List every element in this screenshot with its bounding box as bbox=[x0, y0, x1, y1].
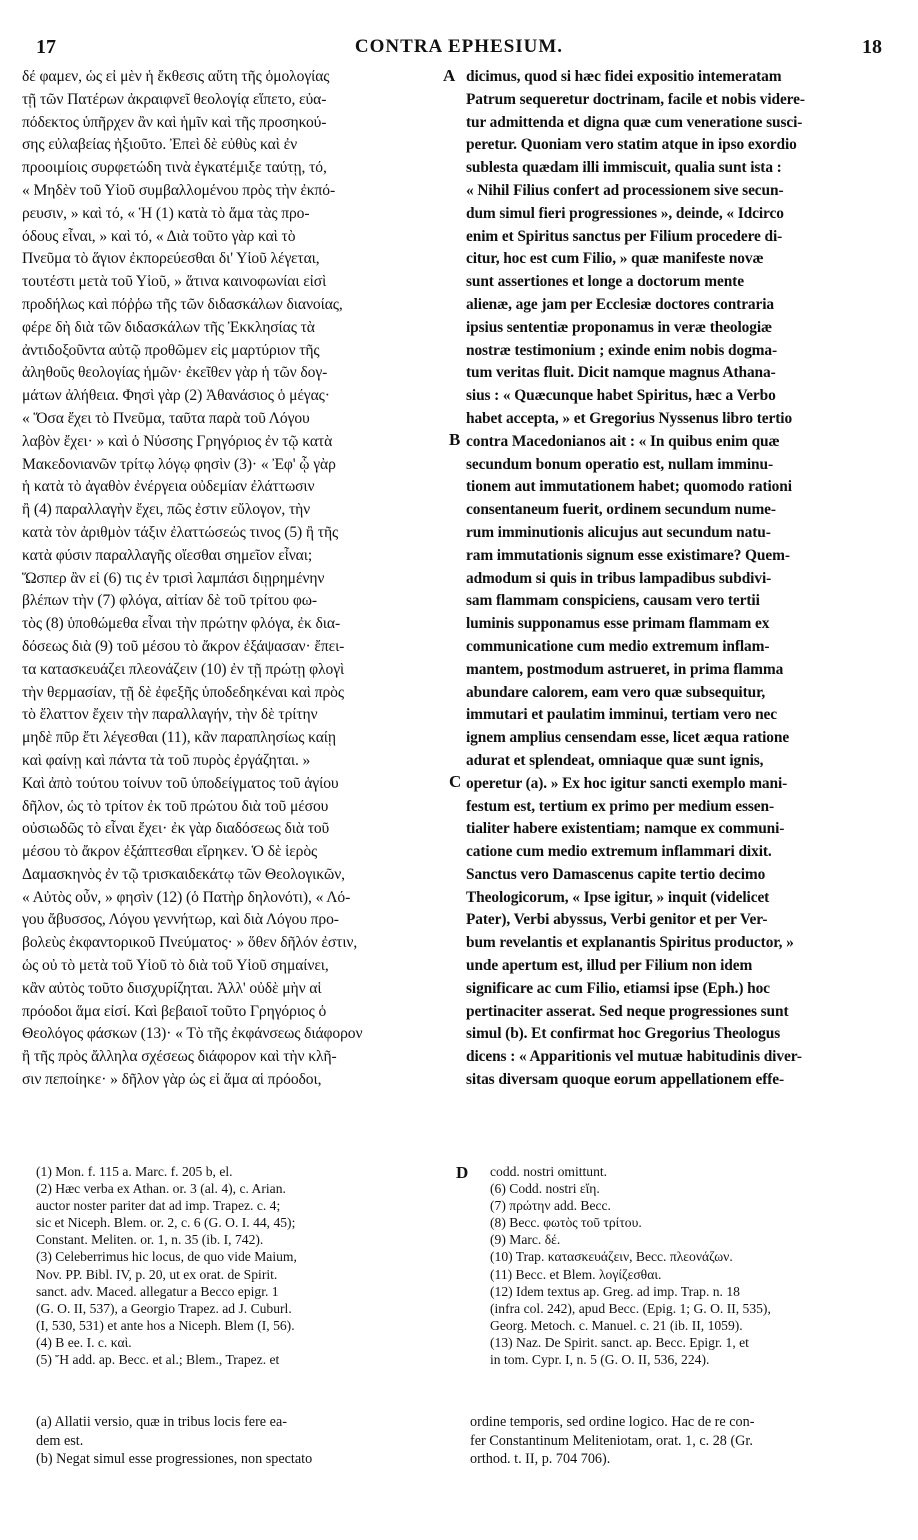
footnote-line: (9) Marc. δέ. bbox=[490, 1232, 561, 1248]
editor-note-line: dem est. bbox=[36, 1432, 84, 1449]
footnote-line: (11) Becc. et Blem. λογίζεσθαι. bbox=[490, 1266, 662, 1282]
greek-text-line: « Ὅσα ἔχει τὸ Πνεῦμα, ταῦτα παρὰ τοῦ Λόγου bbox=[22, 409, 310, 427]
greek-text-line: δόσεως διὰ (9) τοῦ μέσου τὸ ἄκρον ἐξάψασαν· ἔπει- bbox=[22, 637, 345, 655]
latin-text-line: dicimus, quod si hæc fidei expositio intemeratam bbox=[466, 68, 782, 85]
latin-text-line: sitas diversam quoque eorum appellationem effe- bbox=[466, 1071, 785, 1089]
greek-text-line: ἢ (4) παραλλαγὴν ἔχει, πῶς ἐστιν εὔλογον, τὴν bbox=[22, 501, 311, 519]
latin-text-line: dicens : « Apparitionis vel mutuæ habitudinis diver- bbox=[466, 1048, 802, 1066]
greek-text-line: κατὰ τὸν ἀριθμὸν τάξιν ἐλαττώσεώς τινος (5) ἢ τῆς bbox=[22, 523, 339, 541]
greek-text-line: τὸ ἔλαττον ἔχειν τὴν παραλλαγήν, τὴν δὲ τρίτην bbox=[22, 706, 318, 724]
greek-text-line: « Αὐτὸς οὖν, » φησὶν (12) (ὁ Πατὴρ δηλονότι), « Λό- bbox=[22, 888, 351, 906]
latin-text-line: mantem, postmodum astrueret, in prima flamma bbox=[466, 660, 784, 678]
greek-text-line: ρευσιν, » καὶ τό, « Ἡ (1) κατὰ τὸ ἅμα τὰς προ- bbox=[22, 204, 310, 222]
latin-text-line: ignem amplius censendam esse, licet æqua ratione bbox=[466, 729, 790, 747]
latin-text-line: secundum bonum operatio est, nullam imminu- bbox=[466, 455, 773, 473]
footnote-line: (10) Trap. κατασκευάζειν, Becc. πλεονάζων. bbox=[490, 1249, 733, 1265]
latin-text-line: significare ac cum Filio, etiamsi ipse (Eph.) hoc bbox=[466, 979, 770, 997]
greek-text-line: οὐσιωδῶς τὸ εἶναι ἔχει· ἐκ γὰρ διαδόσεως διὰ τοῦ bbox=[22, 820, 330, 838]
latin-text-line: consentaneum fuerit, ordinem secundum nume- bbox=[466, 501, 776, 519]
latin-text-line: festum est, tertium ex primo per medium essen- bbox=[466, 797, 774, 815]
editor-note-line: (b) Negat simul esse progressiones, non spectato bbox=[36, 1451, 313, 1467]
latin-text-line: abundare calorem, eam vero quæ subsequitur, bbox=[466, 683, 766, 701]
greek-text-line: τὴν θερμασίαν, τῇ δὲ ἐφεξῆς ὑποδεδηκέναι καὶ πρὸς bbox=[22, 683, 344, 701]
latin-text-line: alienæ, age jam per Ecclesiæ doctores contraria bbox=[466, 295, 775, 313]
footnote-line: in tom. Cypr. I, n. 5 (G. O. II, 536, 224). bbox=[490, 1352, 710, 1368]
latin-text-line: operetur (a). » Ex hoc igitur sancti exemplo mani- bbox=[466, 774, 788, 792]
greek-text-line: « Μηδὲν τοῦ Υἱοῦ συμβαλλομένου πρὸς τὴν ἐκπό- bbox=[22, 181, 336, 199]
latin-text-line: dum simul fieri progressiones », deinde, « Idcirco bbox=[466, 204, 784, 222]
greek-text-line: όδους εἶναι, » καὶ τό, « Διὰ τοῦτο γὰρ καὶ τὸ bbox=[22, 227, 296, 245]
greek-text-line: μέσου τὸ ἄκρον ἐξάπτεσθαι εἴρηκεν. Ὁ δὲ ἱερὸς bbox=[22, 843, 318, 861]
latin-text-line: tialiter habere existentiam; namque ex communi- bbox=[466, 820, 785, 838]
greek-text-line: Καὶ ἀπὸ τούτου τοίνυν τοῦ ὑποδείγματος τοῦ ἁγίου bbox=[22, 774, 339, 792]
latin-text-line: « Nihil Filius confert ad processionem sive secun- bbox=[466, 181, 784, 199]
footnote-line: codd. nostri omittunt. bbox=[490, 1164, 608, 1179]
footnote-line: (8) Becc. φωτὸς τοῦ τρίτου. bbox=[490, 1215, 642, 1231]
latin-text-line: simul (b). Et confirmat hoc Gregorius Theologus bbox=[466, 1025, 781, 1043]
greek-text-line: λαβὸν ἔχει· » καὶ ὁ Νύσσης Γρηγόριος ἐν τῷ κατὰ bbox=[22, 432, 333, 450]
latin-text-line: tum veritas fluit. Dicit namque magnus Athana- bbox=[466, 364, 776, 382]
latin-text-line: adurat et splendeat, omniaque quæ sunt ignis, bbox=[466, 751, 764, 769]
greek-text-line: μάτων ἀλήθεια. Φησὶ γὰρ (2) Ἀθανάσιος ὁ μέγας· bbox=[22, 387, 330, 405]
latin-text-column bbox=[466, 66, 886, 1092]
page-number-right: 18 bbox=[862, 36, 882, 58]
greek-text-line: βολεὺς ἐκφαντορικοῦ Πνεύματος· » ὅθεν δῆλόν ἐστιν, bbox=[22, 934, 358, 952]
latin-text-line: nostræ testimonium ; exinde enim nobis dogma- bbox=[466, 341, 778, 359]
greek-text-line: πόδεκτος ὑπῆρχεν ἂν καὶ ἡμῖν καὶ τῆς προσηκού- bbox=[22, 113, 327, 131]
footnote-line: (7) πρώτην add. Becc. bbox=[490, 1198, 611, 1214]
latin-text-line: Sanctus vero Damascenus capite tertio decimo bbox=[466, 865, 766, 883]
latin-text-line: luminis supponamus esse primam flammam ex bbox=[466, 615, 770, 633]
latin-text-line: immutari et paulatim imminui, tertiam vero nec bbox=[466, 706, 777, 724]
greek-text-line: Δαμασκηνὸς ἐν τῷ τρισκαιδεκάτῳ τῶν Θεολογικῶν, bbox=[22, 865, 345, 883]
greek-text-line: ἀληθοῦς θεολογίας ἡμῶν· ἐκεῖθεν γὰρ ἡ τῶν δογ- bbox=[22, 364, 328, 382]
latin-text-line: sam flammam conspiciens, causam vero tertii bbox=[466, 592, 760, 610]
greek-text-column bbox=[22, 66, 452, 1092]
section-marker-b: B bbox=[449, 430, 461, 449]
greek-text-line: τῇ τῶν Πατέρων ἀκραιφνεῖ θεολογίᾳ εἵπετο, εὐα- bbox=[22, 90, 327, 108]
latin-text-line: enim et Spiritus sanctus per Filium procedere di- bbox=[466, 227, 783, 245]
latin-text-line: ipsius sententiæ proponamus in veræ theologiæ bbox=[466, 318, 773, 336]
footnote-line: (4) B ee. I. c. καὶ. bbox=[36, 1334, 132, 1350]
footnote-line: (2) Hæc verba ex Athan. or. 3 (al. 4), c. Arian. bbox=[36, 1181, 286, 1197]
latin-text-line: rum imminutionis alicujus aut secundum natu- bbox=[466, 523, 771, 541]
greek-text-line: κατὰ φύσιν παραλλαγῆς οἴεσθαι σημεῖον εἶναι; bbox=[22, 546, 313, 564]
greek-text-line: Ὥσπερ ἂν εἰ (6) τις ἐν τρισὶ λαμπάσι διῃρημένην bbox=[22, 569, 325, 587]
latin-text-line: sublesta quædam illi immiscuit, qualia sunt ista : bbox=[466, 159, 782, 177]
footnote-line: (infra col. 242), apud Becc. (Epig. 1; G. O. II, 535), bbox=[490, 1300, 771, 1316]
footnote-line: (12) Idem textus ap. Greg. ad imp. Trap. n. 18 bbox=[490, 1283, 740, 1299]
latin-text-line: contra Macedonianos ait : « In quibus enim quæ bbox=[466, 432, 780, 450]
editor-note-line: (a) Allatii versio, quæ in tribus locis fere ea- bbox=[36, 1414, 287, 1430]
greek-text-line: προοιμίοις συρφετώδη τινὰ ἐγκατέμιξε ταύτῃ, τό, bbox=[22, 159, 327, 177]
editor-notes-right bbox=[470, 1413, 890, 1469]
page-number-left: 17 bbox=[36, 36, 56, 58]
footnote-line: auctor noster pariter dat ad imp. Trapez. c. 4; bbox=[36, 1198, 281, 1214]
footnote-line: (I, 530, 531) et ante hos a Niceph. Blem (I, 56). bbox=[36, 1317, 295, 1333]
greek-text-line: καὶ φαίνῃ καὶ πάντα τὰ τοῦ πυρὸς ἐργάζηται. » bbox=[22, 751, 311, 769]
editor-note-line: orthod. t. II, p. 704 706). bbox=[470, 1451, 611, 1467]
latin-text-line: peretur. Quoniam vero statim atque in ipso exordio bbox=[466, 136, 797, 154]
section-marker-a: A bbox=[443, 66, 456, 85]
greek-text-line: ἀντιδοξοῦντα αὐτῷ προθῶμεν εἰς μαρτύριον τῆς bbox=[22, 341, 320, 359]
editor-notes-left bbox=[36, 1413, 456, 1469]
greek-text-line: ἡ κατὰ τὸ ἀγαθὸν ἐνέργεια οὐδεμίαν ἐλάττωσιν bbox=[22, 478, 315, 496]
greek-text-line: τα κατασκευάζει πλεονάζειν (10) ἐν τῇ πρώτῃ φλογὶ bbox=[22, 660, 345, 678]
latin-text-line: bum revelantis et explanantis Spiritus productor, » bbox=[466, 934, 794, 952]
greek-text-line: κἂν αὐτὸς τοῦτο διισχυρίζηται. Ἀλλ' οὐδὲ μὴν αἱ bbox=[22, 979, 322, 997]
footnotes-left bbox=[36, 1163, 456, 1368]
greek-text-line: δέ φαμεν, ὡς εἰ μὲν ἡ ἔκθεσις αὕτη τῆς ὁμολογίας bbox=[22, 68, 330, 85]
footnote-line: sanct. adv. Maced. allegatur a Becco epigr. 1 bbox=[36, 1283, 279, 1299]
latin-text-line: catione cum medio extremum inflammari dixit. bbox=[466, 843, 772, 861]
footnote-line: Nov. PP. Bibl. IV, p. 20, ut ex orat. de Spirit. bbox=[36, 1266, 278, 1282]
latin-text-line: admodum si quis in tribus lampadibus subdivi- bbox=[466, 569, 772, 587]
latin-text-line: sunt assertiones et longe a doctorum mente bbox=[466, 273, 744, 291]
latin-text-line: ram immutationis signum esse existimare? Quem- bbox=[466, 546, 790, 564]
greek-text-line: προδήλως καὶ πόῤῥω τῆς τῶν διδασκάλων διανοίας, bbox=[22, 295, 343, 313]
greek-text-line: δῆλον, ὡς τὸ τρίτον ἐκ τοῦ πρώτου διὰ τοῦ μέσου bbox=[22, 797, 329, 815]
latin-text-line: unde apertum est, illud per Filium non idem bbox=[466, 957, 753, 975]
footnotes-right bbox=[490, 1163, 890, 1368]
greek-text-line: Μακεδονιανῶν τρίτῳ λόγῳ φησὶν (3)· « Ἐφ' ᾧ γὰρ bbox=[22, 455, 336, 473]
footnote-line: sic et Niceph. Blem. or. 2, c. 6 (G. O. I. 44, 45); bbox=[36, 1215, 296, 1231]
latin-text-line: Theologicorum, « Ipse igitur, » inquit (videlicet bbox=[466, 888, 770, 906]
greek-text-line: φέρε δὴ διὰ τῶν διδασκάλων τῆς Ἐκκλησίας τὰ bbox=[22, 318, 315, 336]
running-head: CONTRA EPHESIUM. bbox=[354, 36, 564, 57]
greek-text-line: πρόοδοι ἅμα εἰσί. Καὶ βεβαιοῖ τοῦτο Γρηγόριος ὁ bbox=[22, 1002, 327, 1020]
footnote-line: (5) Ἤ add. ap. Becc. et al.; Blem., Trapez. et bbox=[36, 1352, 280, 1368]
greek-text-line: τὸς (8) ὑποθώμεθα εἶναι τὴν πρώτην φλόγα, ἐκ δια- bbox=[22, 615, 341, 633]
latin-text-line: tionem aut immutationem habet; quomodo rationi bbox=[466, 478, 792, 496]
latin-text-line: sius : « Quæcunque habet Spiritus, hæc a Verbo bbox=[466, 387, 776, 405]
latin-text-line: pertinaciter asserat. Sed neque progressiones sunt bbox=[466, 1002, 789, 1020]
greek-text-line: ἢ τῆς πρὸς ἄλληλα σχέσεως διάφορον καὶ τὴν κλῆ- bbox=[22, 1048, 337, 1066]
greek-text-line: τουτέστι μετὰ τοῦ Υἱοῦ, » ἅτινα καινοφωνίαι εἰσὶ bbox=[22, 273, 327, 291]
latin-text-line: Pater), Verbi abyssus, Verbi genitor et per Ver- bbox=[466, 911, 768, 929]
editor-note-line: fer Constantinum Meliteniotam, orat. 1, c. 28 (Gr. bbox=[470, 1432, 753, 1449]
footnote-line: Georg. Metoch. c. Manuel. c. 21 (ib. II, 1059). bbox=[490, 1317, 743, 1333]
footnote-line: (1) Mon. f. 115 a. Marc. f. 205 b, el. bbox=[36, 1164, 233, 1179]
greek-text-line: μηδὲ πῦρ ἔτι λέγεσθαι (11), κἂν παραπλησίως καίῃ bbox=[22, 729, 336, 747]
greek-text-line: βλέπων τὴν (7) φλόγα, αἰτίαν δὲ τοῦ τρίτου φω- bbox=[22, 592, 318, 610]
greek-text-line: σιν πεποίηκε· » δῆλον γὰρ ὡς εἰ ἅμα αἱ πρόοδοι, bbox=[22, 1071, 322, 1089]
latin-text-line: habet accepta, » et Gregorius Nyssenus libro tertio bbox=[466, 409, 793, 427]
section-marker-d: D bbox=[456, 1163, 469, 1182]
footnote-line: (6) Codd. nostri εἴη. bbox=[490, 1181, 600, 1197]
greek-text-line: Πνεῦμα τὸ ἅγιον ἐκπορεύεσθαι δι' Υἱοῦ λέγεται, bbox=[22, 250, 320, 268]
editor-note-line: ordine temporis, sed ordine logico. Hac de re con- bbox=[470, 1414, 755, 1430]
greek-text-line: ὡς οὐ τὸ μετὰ τοῦ Υἱοῦ τὸ διὰ τοῦ Υἱοῦ σημαίνει, bbox=[22, 957, 329, 975]
latin-text-line: Patrum sequeretur doctrinam, facile et nobis videre- bbox=[466, 90, 805, 108]
footnote-line: (13) Naz. De Spirit. sanct. ap. Becc. Epigr. 1, et bbox=[490, 1334, 749, 1350]
footnote-line: (3) Celeberrimus hic locus, de quo vide Maium, bbox=[36, 1249, 297, 1265]
section-marker-c: C bbox=[449, 772, 462, 791]
latin-text-line: communicatione cum medio extremum inflam- bbox=[466, 637, 770, 655]
latin-text-line: citur, hoc est cum Filio, » quæ manifeste novæ bbox=[466, 250, 764, 268]
footnote-line: (G. O. II, 537), a Georgio Trapez. ad J. Cuburl. bbox=[36, 1300, 292, 1316]
latin-text-line: tur admittenda et digna quæ cum veneratione susci- bbox=[466, 113, 803, 131]
footnote-line: Constant. Meliten. or. 1, n. 35 (ib. I, 742). bbox=[36, 1232, 264, 1248]
greek-text-line: Θεολόγος φάσκων (13)· « Τὸ τῆς ἐκφάνσεως διάφορον bbox=[22, 1025, 363, 1043]
greek-text-line: σης εὐλαβείας ἠξιοῦτο. Ἐπεὶ δὲ εὐθὺς καὶ ἐν bbox=[22, 136, 298, 154]
page-header bbox=[36, 36, 882, 66]
greek-text-line: γου ἄβυσσος, Λόγου γεννήτωρ, καὶ διὰ Λόγου προ- bbox=[22, 911, 339, 929]
